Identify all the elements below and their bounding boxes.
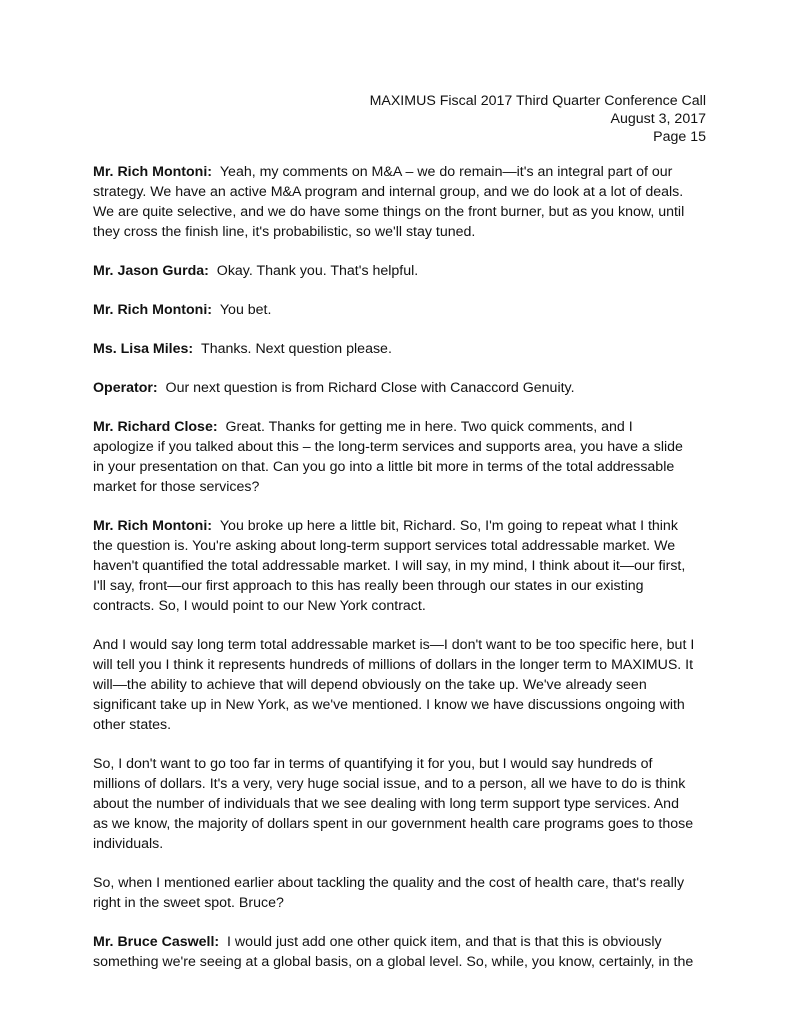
line-text: Great. Thanks for getting me in here. Two quick comments, and I xyxy=(225,419,633,435)
speaker-name: Mr. Rich Montoni: xyxy=(93,518,212,534)
text-line xyxy=(93,635,723,655)
line-text: Yeah, my comments on M&A – we do remain—it's an integral part of our xyxy=(219,164,673,180)
text-line xyxy=(93,655,723,675)
text-line xyxy=(93,300,723,320)
text-line xyxy=(93,182,723,202)
speaker-paragraph xyxy=(93,417,723,497)
speaker-paragraph xyxy=(93,516,723,616)
text-line xyxy=(93,932,723,952)
text-line xyxy=(93,339,723,359)
line-text: about the number of individuals that we see dealing with long term support type services. And xyxy=(93,796,679,812)
line-text: And I would say long term total addressable market is—I don't want to be too specific here, but I xyxy=(93,637,695,653)
line-text: Thanks. Next question please. xyxy=(201,341,392,357)
speaker-name: Mr. Bruce Caswell: xyxy=(93,934,220,950)
text-line xyxy=(93,675,723,695)
text-line xyxy=(93,794,723,814)
line-text: will tell you I think it represents hundreds of millions of dollars in the longer term to MAXIMUS. It xyxy=(93,657,694,673)
text-line xyxy=(93,162,723,182)
line-text: right in the sweet spot. Bruce? xyxy=(93,895,284,911)
text-line xyxy=(93,873,723,893)
line-text: Okay. Thank you. That's helpful. xyxy=(216,263,419,279)
line-text: something we're seeing at a global basis, on a global level. So, while, you know, certainly, in the xyxy=(93,954,694,970)
document-date: August 3, 2017 xyxy=(610,111,706,127)
text-line xyxy=(93,576,723,596)
text-line xyxy=(93,774,723,794)
line-text: I would just add one other quick item, and that is that this is obviously xyxy=(227,934,662,950)
speaker-paragraph xyxy=(93,378,723,398)
continuation-paragraph xyxy=(93,754,723,854)
line-text: contracts. So, I would point to our New York contract. xyxy=(93,598,426,614)
document-title: MAXIMUS Fiscal 2017 Third Quarter Conference Call xyxy=(369,93,706,109)
speaker-name: Operator: xyxy=(93,380,158,396)
text-line xyxy=(93,417,723,437)
line-text: millions of dollars. It's a very, very huge social issue, and to a person, all we have to do is think xyxy=(93,776,686,792)
text-line xyxy=(93,715,723,735)
text-line xyxy=(93,834,723,854)
speaker-paragraph xyxy=(93,339,723,359)
line-text: We are quite selective, and we do have some things on the front burner, but as you know, until xyxy=(93,204,685,220)
line-text: other states. xyxy=(93,717,172,733)
text-line xyxy=(93,556,723,576)
line-text: So, when I mentioned earlier about tackling the quality and the cost of health care, that's really xyxy=(93,875,685,891)
text-line xyxy=(93,536,723,556)
text-line xyxy=(93,814,723,834)
page-number: Page 15 xyxy=(653,129,706,145)
line-text: individuals. xyxy=(93,836,164,852)
line-text: You broke up here a little bit, Richard. So, I'm going to repeat what I think xyxy=(219,518,678,534)
text-line xyxy=(93,754,723,774)
line-text: You bet. xyxy=(219,302,272,318)
continuation-paragraph xyxy=(93,635,723,735)
line-text: apologize if you talked about this – the long-term services and supports area, you have a slide xyxy=(93,439,683,455)
text-line xyxy=(93,952,723,972)
speaker-paragraph xyxy=(93,300,723,320)
text-line xyxy=(93,596,723,616)
line-text: in your presentation on that. Can you go into a little bit more in terms of the total addressable xyxy=(93,459,675,475)
speaker-name: Ms. Lisa Miles: xyxy=(93,341,194,357)
text-line xyxy=(93,437,723,457)
line-text: the question is. You're asking about long-term support services total addressable market. We xyxy=(93,538,676,554)
text-line xyxy=(93,893,723,913)
continuation-paragraph xyxy=(93,873,723,913)
line-text: as we know, the majority of dollars spent in our government health care programs goes to those xyxy=(93,816,694,832)
speaker-paragraph xyxy=(93,932,723,972)
line-text: I'll say, front—our first approach to this has really been through our states in our existing xyxy=(93,578,644,594)
speaker-name: Mr. Jason Gurda: xyxy=(93,263,209,279)
text-line xyxy=(93,477,723,497)
text-line xyxy=(93,222,723,242)
line-text: strategy. We have an active M&A program and internal group, and we do look at a lot of deals. xyxy=(93,184,684,200)
text-line xyxy=(93,261,723,281)
line-text: Our next question is from Richard Close with Canaccord Genuity. xyxy=(165,380,575,396)
speaker-name: Mr. Richard Close: xyxy=(93,419,218,435)
text-line xyxy=(93,695,723,715)
speaker-paragraph xyxy=(93,261,723,281)
line-text: So, I don't want to go too far in terms of quantifying it for you, but I would say hundreds of xyxy=(93,756,653,772)
speaker-name: Mr. Rich Montoni: xyxy=(93,302,212,318)
text-line xyxy=(93,202,723,222)
line-text: will—the ability to achieve that will depend obviously on the take up. We've already seen xyxy=(93,677,647,693)
text-line xyxy=(93,378,723,398)
line-text: market for those services? xyxy=(93,479,260,495)
page-header xyxy=(370,92,706,146)
speaker-name: Mr. Rich Montoni: xyxy=(93,164,212,180)
text-line xyxy=(93,516,723,536)
speaker-paragraph xyxy=(93,162,723,242)
line-text: they cross the finish line, it's probabilistic, so we'll stay tuned. xyxy=(93,224,476,240)
line-text: significant take up in New York, as we've mentioned. I know we have discussions ongoing with xyxy=(93,697,685,713)
line-text: haven't quantified the total addressable market. I will say, in my mind, I think about it—our first, xyxy=(93,558,686,574)
text-line xyxy=(93,457,723,477)
transcript-body xyxy=(93,162,723,991)
